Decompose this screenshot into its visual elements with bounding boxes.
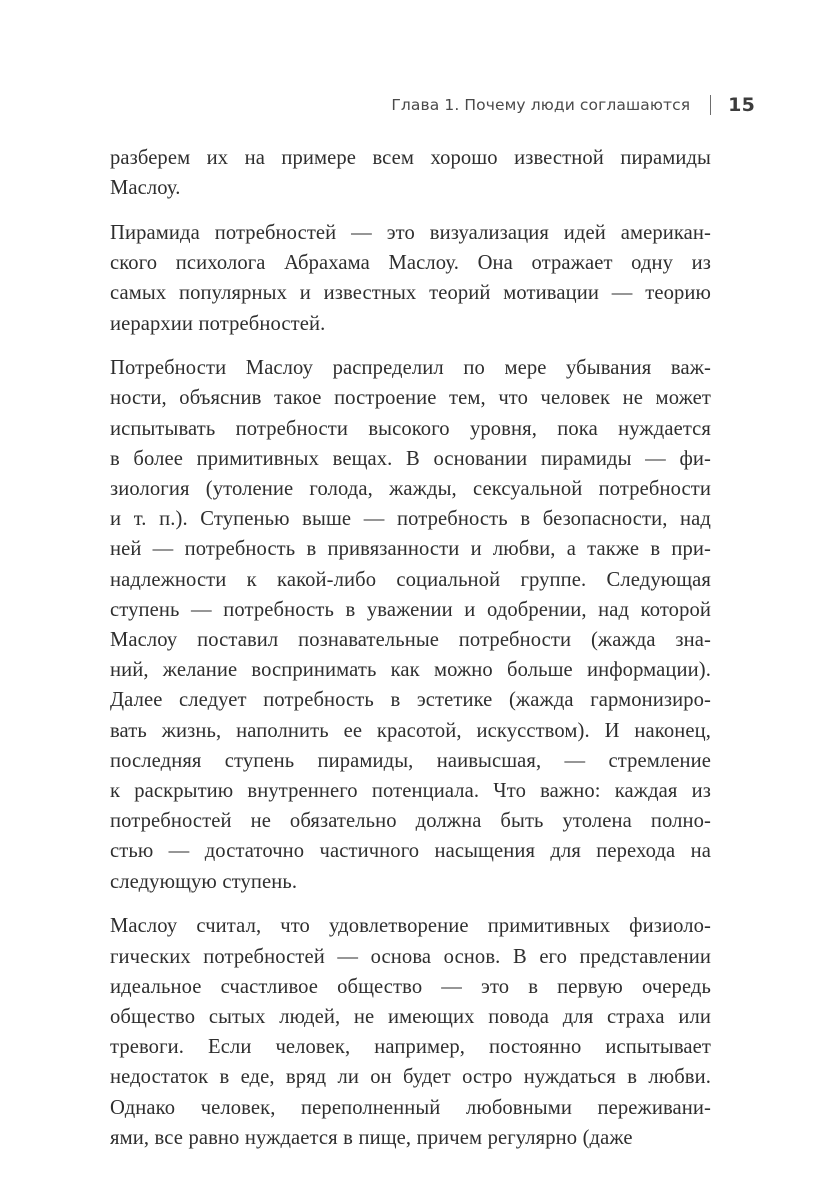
- text-line: следующую ступень.: [110, 870, 298, 893]
- text-line: идеальное счастливое общество — это в первую очередь: [110, 975, 711, 998]
- text-line: Однако человек, переполненный любовными переживани-: [110, 1096, 711, 1119]
- text-line: ности, объяснив такое построение тем, что человек не может: [110, 387, 711, 410]
- text-line: самых популярных и известных теорий мотивации — теорию: [110, 282, 711, 305]
- body-paragraph: [110, 353, 711, 897]
- text-line: Потребности Маслоу распределил по мере убывания важ-: [110, 357, 711, 380]
- text-line: к раскрытию внутреннего потенциала. Что важно: каждая из: [110, 780, 711, 803]
- text-line: зиология (утоление голода, жажды, сексуальной потребности: [110, 478, 711, 501]
- text-line: Маслоу.: [110, 177, 181, 200]
- text-line: тревоги. Если человек, например, постоянно испытывает: [110, 1036, 711, 1059]
- text-line: стью — достаточно частичного насыщения для перехода на: [110, 840, 711, 863]
- text-line: ями, все равно нуждается в пище, причем регулярно (даже: [110, 1126, 633, 1149]
- running-head-separator-rule: [710, 95, 711, 115]
- body-paragraph: [110, 218, 711, 339]
- running-head: [110, 92, 755, 118]
- text-line: потребностей не обязательно должна быть утолена полно-: [110, 810, 711, 833]
- text-line: ней — потребность в привязанности и любви, а также в при-: [110, 538, 711, 561]
- text-line: Маслоу считал, что удовлетворение примитивных физиоло-: [110, 915, 711, 938]
- body-text-block: [110, 143, 711, 1153]
- text-line: общество сытых людей, не имеющих повода для страха или: [110, 1005, 711, 1028]
- text-line: испытывать потребности высокого уровня, пока нуждается: [110, 417, 711, 440]
- body-paragraph: [110, 143, 711, 203]
- text-line: последняя ступень пирамиды, наивысшая, — стремление: [110, 749, 711, 772]
- text-line: в более примитивных вещах. В основании пирамиды — фи-: [110, 447, 711, 470]
- body-paragraph: [110, 911, 711, 1153]
- text-line: Маслоу поставил познавательные потребности (жажда зна-: [110, 629, 711, 652]
- text-line: вать жизнь, наполнить ее красотой, искусством). И наконец,: [110, 719, 711, 742]
- text-line: разберем их на примере всем хорошо известной пирамиды: [110, 147, 711, 169]
- text-line: ского психолога Абрахама Маслоу. Она отражает одну из: [110, 252, 711, 275]
- text-line: гических потребностей — основа основ. В его представлении: [110, 945, 711, 968]
- text-line: и т. п.). Ступенью выше — потребность в безопасности, над: [110, 508, 711, 531]
- running-head-chapter-title: Глава 1. Почему люди соглашаются: [391, 96, 691, 114]
- text-line: надлежности к какой-либо социальной группе. Следующая: [110, 568, 711, 591]
- text-line: ний, желание воспринимать как можно больше информации).: [110, 659, 711, 682]
- text-line: ступень — потребность в уважении и одобрении, над которой: [110, 598, 711, 621]
- page-number: 15: [728, 94, 755, 116]
- text-line: Пирамида потребностей — это визуализация идей американ-: [110, 221, 711, 244]
- text-line: недостаток в еде, вряд ли он будет остро нуждаться в любви.: [110, 1066, 711, 1089]
- text-line: Далее следует потребность в эстетике (жажда гармонизиро-: [110, 689, 711, 712]
- text-line: иерархии потребностей.: [110, 312, 326, 335]
